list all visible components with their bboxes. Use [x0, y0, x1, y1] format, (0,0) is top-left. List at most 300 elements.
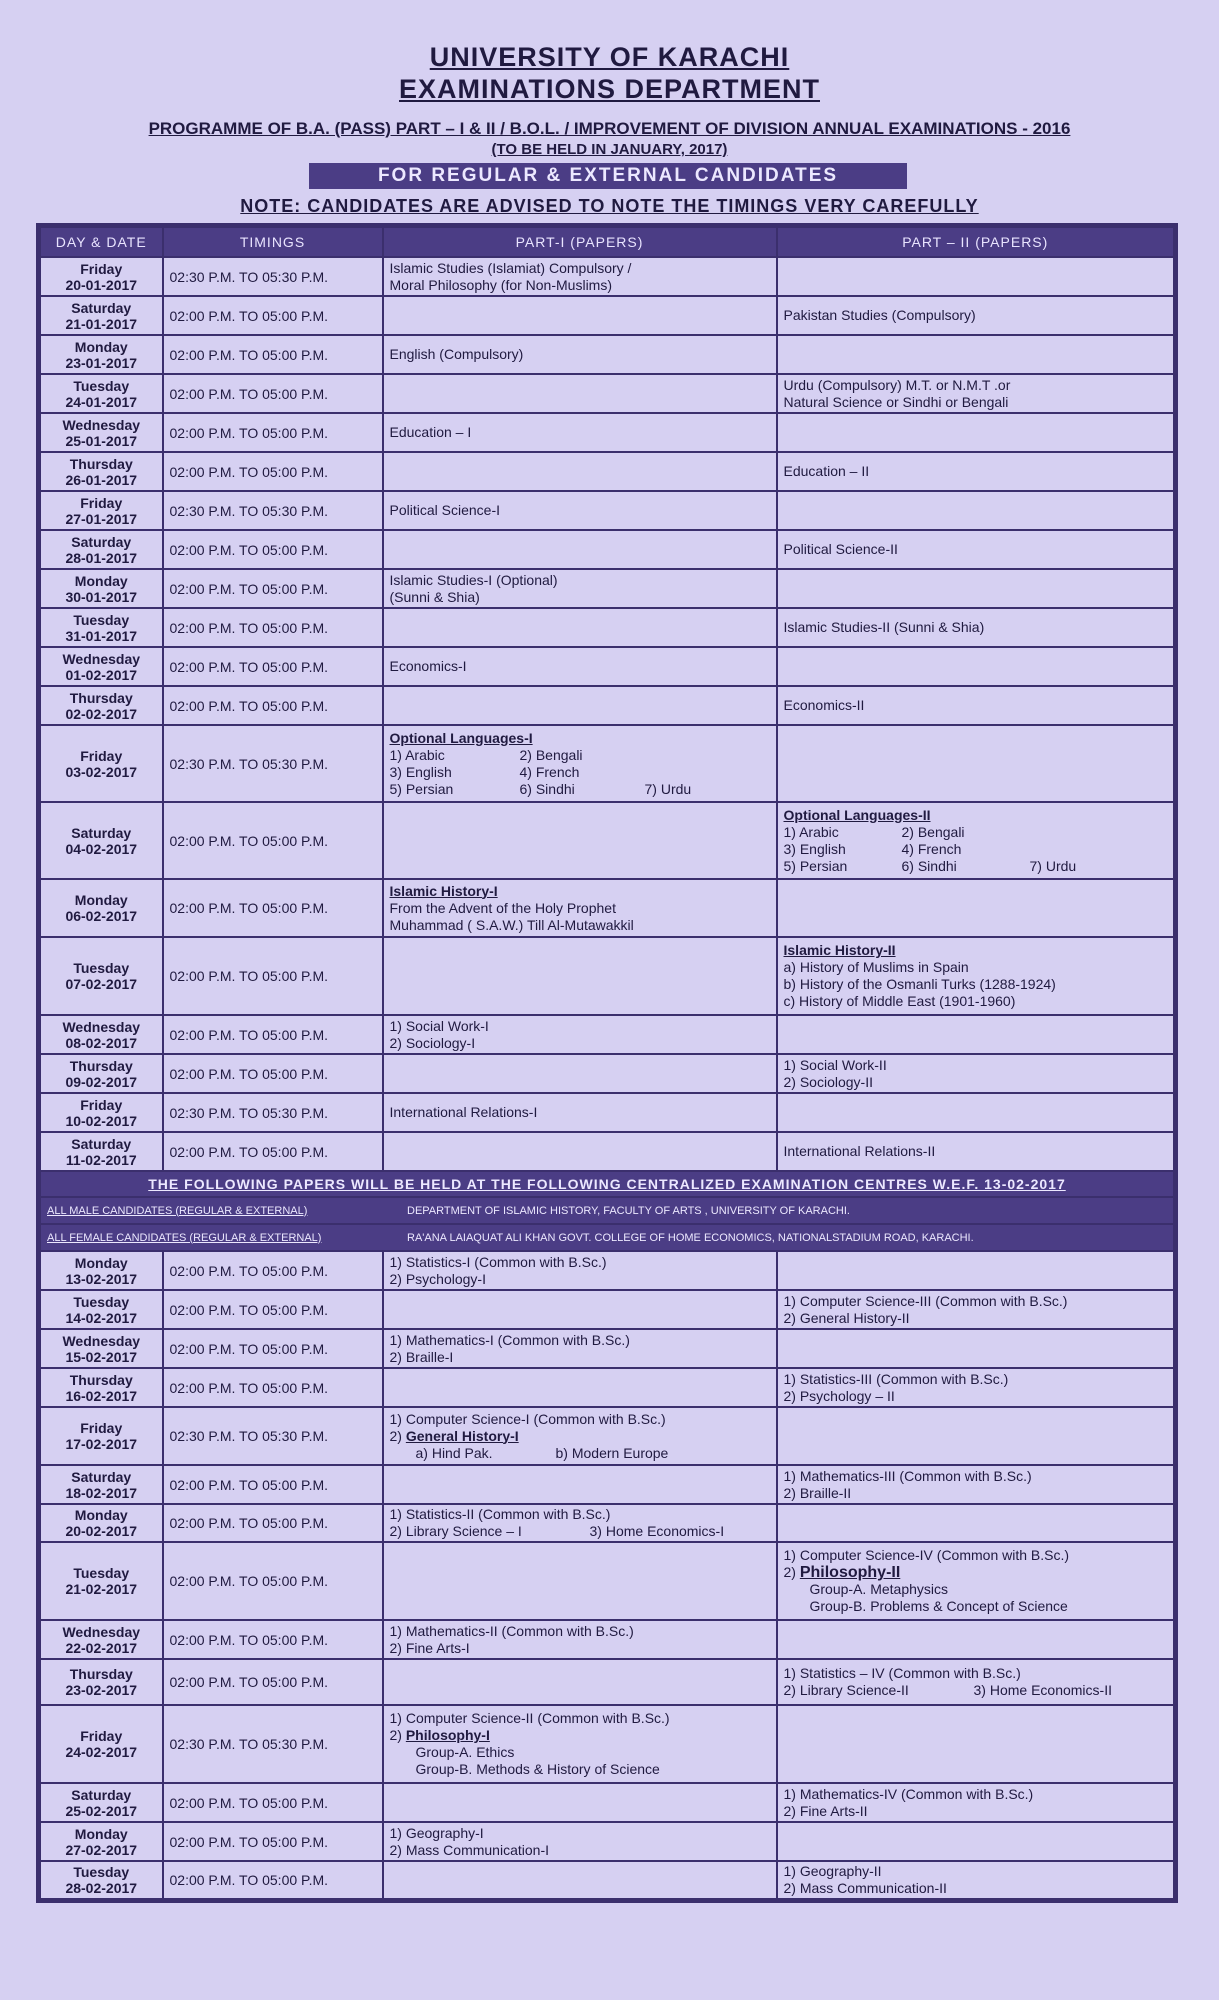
- day-name: Thursday: [69, 1057, 133, 1074]
- paper-line: 2) General History-II: [783, 1309, 910, 1326]
- day-date-cell: [39, 1465, 163, 1504]
- day-date-cell: [39, 452, 163, 491]
- table-row: [39, 1705, 1176, 1783]
- paper-line: 2) Psychology – II: [783, 1387, 895, 1404]
- timing-cell: 02:30 P.M. TO 05:30 P.M.: [163, 725, 383, 802]
- part1-cell: [383, 1290, 777, 1329]
- table-row: [39, 257, 1176, 296]
- paper-line: 1) Statistics-II (Common with B.Sc.): [389, 1506, 611, 1522]
- paper-line: 1) Mathematics-IV (Common with B.Sc.): [783, 1785, 1034, 1802]
- exam-date: 14-02-2017: [65, 1309, 138, 1326]
- part2-cell: [777, 257, 1176, 296]
- philosophy-2-title: Philosophy-II: [799, 1564, 901, 1581]
- paper-line: 2) Sociology-II: [783, 1073, 873, 1090]
- part2-cell: [777, 1054, 1176, 1093]
- part1-cell: [383, 413, 777, 452]
- day-name: Thursday: [69, 1666, 133, 1682]
- exam-date: 24-02-2017: [65, 1744, 138, 1760]
- part1-cell: [383, 374, 777, 413]
- day-date-cell: [39, 1054, 163, 1093]
- day-date-cell: [39, 1132, 163, 1171]
- timing-cell: 02:00 P.M. TO 05:00 P.M.: [163, 530, 383, 569]
- part1-cell: [383, 1015, 777, 1054]
- day-date-cell: [39, 1015, 163, 1054]
- day-date-cell: [39, 1251, 163, 1290]
- part1-cell: [383, 491, 777, 530]
- paper-line: 2) Sociology-I: [389, 1034, 476, 1051]
- exam-date: 09-02-2017: [65, 1073, 138, 1090]
- paper-line: International Relations-II: [783, 1143, 936, 1159]
- part1-cell: [383, 1504, 777, 1542]
- schedule-body-c: [39, 1251, 1176, 1407]
- paper-line: From the Advent of the Holy Prophet: [389, 899, 616, 916]
- exam-date: 25-01-2017: [65, 432, 138, 449]
- paper-line: [390, 1727, 770, 1744]
- table-row: [39, 1407, 1176, 1465]
- paper-line: 1) Computer Science-I (Common with B.Sc.): [389, 1410, 666, 1427]
- paper-line: 1) Mathematics-II (Common with B.Sc.): [389, 1622, 634, 1639]
- day-date-cell: [39, 569, 163, 608]
- day-name: Wednesday: [62, 416, 141, 433]
- schedule-body-languages: [39, 725, 1176, 1015]
- list-item: 5) Persian: [783, 857, 848, 874]
- table-row: [39, 491, 1176, 530]
- day-name: Saturday: [71, 1135, 132, 1152]
- part2-cell: [777, 413, 1176, 452]
- exam-date: 13-02-2017: [65, 1270, 138, 1287]
- exam-date: 24-01-2017: [65, 393, 138, 410]
- timing-cell: 02:00 P.M. TO 05:00 P.M.: [163, 879, 383, 937]
- female-centre-row: [39, 1224, 1176, 1251]
- part2-cell: [777, 1822, 1176, 1861]
- timing-cell: 02:00 P.M. TO 05:00 P.M.: [163, 335, 383, 374]
- day-date-cell: [39, 1504, 163, 1542]
- day-name: Monday: [74, 572, 128, 589]
- timing-cell: 02:00 P.M. TO 05:00 P.M.: [163, 1015, 383, 1054]
- table-row: [39, 530, 1176, 569]
- paper-line: 1) Computer Science-II (Common with B.Sc.): [389, 1710, 670, 1726]
- part1-cell: [383, 1329, 777, 1368]
- male-centre-address: DEPARTMENT OF ISLAMIC HISTORY, FACULTY OF ARTS , UNIVERSITY OF KARACHI.: [407, 1204, 850, 1217]
- part2-cell: [777, 1620, 1176, 1659]
- paper-line: [784, 1564, 1168, 1581]
- part1-cell: [383, 296, 777, 335]
- paper-line: b) History of the Osmanli Turks (1288-1924): [783, 976, 1056, 992]
- table-row: [39, 1822, 1176, 1861]
- language-list: [784, 824, 1168, 841]
- islamic-history-1-title: Islamic History-I: [389, 882, 498, 899]
- part2-cell: [777, 1783, 1176, 1822]
- male-centre-row: [39, 1197, 1176, 1224]
- language-list: [390, 781, 770, 798]
- paper-line: Education – I: [389, 424, 472, 440]
- paper-line: 1) Social Work-I: [389, 1017, 489, 1034]
- list-item: 6) Sindhi: [901, 857, 957, 874]
- paper-line: English (Compulsory): [389, 346, 524, 362]
- paper-line: 1) Computer Science-III (Common with B.Sc.): [783, 1292, 1068, 1309]
- day-name: Tuesday: [73, 1565, 130, 1581]
- part2-cell: [777, 647, 1176, 686]
- day-name: Wednesday: [62, 650, 141, 667]
- paper-line: Economics-II: [783, 697, 865, 713]
- table-row: [39, 413, 1176, 452]
- exam-date: 21-01-2017: [65, 315, 138, 332]
- candidates-band: FOR REGULAR & EXTERNAL CANDIDATES: [309, 163, 907, 189]
- paper-line: 2) Psychology-I: [389, 1270, 486, 1287]
- timing-cell: 02:00 P.M. TO 05:00 P.M.: [163, 1659, 383, 1705]
- day-date-cell: [39, 1861, 163, 1901]
- exam-date: 23-02-2017: [65, 1682, 138, 1698]
- timing-cell: 02:00 P.M. TO 05:00 P.M.: [163, 608, 383, 647]
- day-name: Monday: [74, 1825, 128, 1842]
- schedule-body-lib: [39, 1504, 1176, 1620]
- schedule-body-lib2: [39, 1659, 1176, 1783]
- exam-date: 06-02-2017: [65, 908, 138, 924]
- paper-line: 2) Braille-I: [389, 1348, 454, 1365]
- part1-cell: [383, 452, 777, 491]
- paper-line: Political Science-I: [389, 502, 500, 518]
- timing-cell: 02:00 P.M. TO 05:00 P.M.: [163, 1783, 383, 1822]
- table-row: [39, 1093, 1176, 1132]
- exam-date: 07-02-2017: [65, 976, 138, 992]
- part1-cell: [383, 1822, 777, 1861]
- table-row: [39, 1542, 1176, 1620]
- department-title: EXAMINATIONS DEPARTMENT: [399, 74, 820, 104]
- paper-line: (Sunni & Shia): [389, 588, 480, 605]
- schedule-body-gh: [39, 1407, 1176, 1465]
- table-row: [39, 1132, 1176, 1171]
- table-row: [39, 937, 1176, 1015]
- table-row: [39, 1251, 1176, 1290]
- day-date-cell: [39, 937, 163, 1015]
- part1-cell: [383, 335, 777, 374]
- part1-cell: [383, 937, 777, 1015]
- paper-line: Islamic Studies-I (Optional): [389, 571, 558, 588]
- paper-line: 1) Statistics-I (Common with B.Sc.): [389, 1253, 607, 1270]
- day-name: Wednesday: [62, 1623, 141, 1640]
- exam-date: 20-02-2017: [65, 1523, 138, 1539]
- list-item: 2) Library Science – I: [389, 1523, 522, 1539]
- day-date-cell: [39, 1093, 163, 1132]
- timing-cell: 02:00 P.M. TO 05:00 P.M.: [163, 1542, 383, 1620]
- table-row: [39, 686, 1176, 725]
- optional-languages-1-title: Optional Languages-I: [389, 729, 533, 746]
- timing-cell: 02:00 P.M. TO 05:00 P.M.: [163, 569, 383, 608]
- timing-cell: 02:30 P.M. TO 05:30 P.M.: [163, 1705, 383, 1783]
- part1-cell: [383, 257, 777, 296]
- paper-line: 2) Fine Arts-I: [389, 1639, 470, 1656]
- female-centre-address: RA'ANA LAIAQUAT ALI KHAN GOVT. COLLEGE OF HOME ECONOMICS, NATIONALSTADIUM ROAD, KARACHI.: [407, 1231, 974, 1244]
- table-row: [39, 1329, 1176, 1368]
- part2-cell: [777, 491, 1176, 530]
- paper-line: Islamic Studies (Islamiat) Compulsory /: [389, 259, 632, 276]
- part2-cell: [777, 335, 1176, 374]
- paper-line: Group-B. Problems & Concept of Science: [809, 1598, 1068, 1614]
- table-row: [39, 802, 1176, 879]
- day-date-cell: [39, 1368, 163, 1407]
- timing-cell: 02:00 P.M. TO 05:00 P.M.: [163, 1329, 383, 1368]
- part2-cell: [777, 452, 1176, 491]
- centres-banner: THE FOLLOWING PAPERS WILL BE HELD AT THE FOLLOWING CENTRALIZED EXAMINATION CENTRES W.E.F. 13-02-2017: [39, 1171, 1176, 1197]
- schedule-body-d: [39, 1465, 1176, 1504]
- held-in-note: (TO BE HELD IN JANUARY, 2017): [491, 141, 728, 158]
- day-name: Tuesday: [73, 611, 130, 628]
- day-date-cell: [39, 491, 163, 530]
- paper-line: 1) Mathematics-III (Common with B.Sc.): [783, 1467, 1032, 1484]
- exam-date: 27-01-2017: [65, 510, 138, 527]
- paper-line: 1) Statistics-III (Common with B.Sc.): [783, 1370, 1009, 1387]
- day-name: Tuesday: [73, 1864, 130, 1880]
- paper-line: Education – II: [783, 463, 870, 479]
- day-date-cell: [39, 802, 163, 879]
- exam-date: 21-02-2017: [65, 1581, 138, 1597]
- day-name: Saturday: [71, 533, 132, 550]
- timing-cell: 02:00 P.M. TO 05:00 P.M.: [163, 937, 383, 1015]
- table-row: [39, 569, 1176, 608]
- paper-line: Group-A. Metaphysics: [809, 1581, 948, 1597]
- part1-cell: [383, 1132, 777, 1171]
- list-item: 2) Bengali: [901, 823, 965, 840]
- part2-cell: [777, 1015, 1176, 1054]
- part2-cell: [777, 1093, 1176, 1132]
- part2-cell: [777, 937, 1176, 1015]
- paper-line: International Relations-I: [389, 1104, 538, 1120]
- day-date-cell: [39, 1620, 163, 1659]
- day-name: Tuesday: [73, 377, 130, 394]
- part2-cell: [777, 1368, 1176, 1407]
- timing-cell: 02:00 P.M. TO 05:00 P.M.: [163, 686, 383, 725]
- exam-date: 18-02-2017: [65, 1484, 138, 1501]
- day-name: Monday: [74, 892, 128, 908]
- schedule-body-a: [39, 257, 1176, 725]
- timing-cell: 02:30 P.M. TO 05:30 P.M.: [163, 491, 383, 530]
- exam-date: 23-01-2017: [65, 354, 138, 371]
- part2-cell: [777, 1329, 1176, 1368]
- day-name: Thursday: [69, 1371, 133, 1388]
- timing-cell: 02:00 P.M. TO 05:00 P.M.: [163, 1054, 383, 1093]
- col-timings: TIMINGS: [163, 226, 383, 258]
- paper-line: 2) Mass Communication-II: [783, 1880, 947, 1896]
- timing-cell: 02:00 P.M. TO 05:00 P.M.: [163, 1822, 383, 1861]
- list-item: 3) Home Economics-I: [589, 1523, 725, 1539]
- day-date-cell: [39, 1659, 163, 1705]
- list-item: 3) English: [389, 763, 452, 780]
- paper-line: 1) Mathematics-I (Common with B.Sc.): [389, 1331, 630, 1348]
- day-date-cell: [39, 725, 163, 802]
- paper-line: Muhammad ( S.A.W.) Till Al-Mutawakkil: [389, 916, 634, 933]
- day-name: Friday: [80, 747, 123, 764]
- paper-line: 1) Computer Science-IV (Common with B.Sc.): [783, 1547, 1070, 1563]
- programme-title: PROGRAMME OF B.A. (PASS) PART – I & II / B.O.L. / IMPROVEMENT OF DIVISION ANNUAL EXAMINATIONS - 2016: [148, 119, 1071, 138]
- part2-cell: [777, 608, 1176, 647]
- exam-date: 16-02-2017: [65, 1387, 138, 1404]
- part2-cell: [777, 686, 1176, 725]
- part2-cell: [777, 1542, 1176, 1620]
- day-name: Friday: [80, 494, 123, 511]
- paper-line: Pakistan Studies (Compulsory): [783, 307, 976, 323]
- day-name: Saturday: [71, 299, 132, 316]
- timing-cell: 02:00 P.M. TO 05:00 P.M.: [163, 296, 383, 335]
- timing-cell: 02:00 P.M. TO 05:00 P.M.: [163, 1368, 383, 1407]
- exam-date: 28-02-2017: [65, 1880, 138, 1896]
- part2-cell: [777, 1659, 1176, 1705]
- exam-date: 26-01-2017: [65, 471, 138, 488]
- day-name: Monday: [74, 1507, 128, 1523]
- paper-line: [784, 1682, 1168, 1699]
- day-date-cell: [39, 374, 163, 413]
- timing-cell: 02:00 P.M. TO 05:00 P.M.: [163, 1465, 383, 1504]
- paper-line: 1) Geography-II: [783, 1863, 882, 1879]
- list-item: a) Hind Pak.: [415, 1444, 493, 1461]
- part1-cell: [383, 1783, 777, 1822]
- table-row: [39, 1659, 1176, 1705]
- paper-line: Economics-I: [389, 658, 467, 674]
- paper-line: a) History of Muslims in Spain: [783, 959, 969, 975]
- part2-cell: [777, 725, 1176, 802]
- part2-cell: [777, 296, 1176, 335]
- part2-cell: [777, 569, 1176, 608]
- exam-date: 10-02-2017: [65, 1112, 138, 1129]
- part1-cell: [383, 608, 777, 647]
- university-title: UNIVERSITY OF KARACHI: [429, 42, 790, 72]
- part1-cell: [383, 1368, 777, 1407]
- day-name: Wednesday: [62, 1018, 141, 1035]
- part1-cell: [383, 1705, 777, 1783]
- day-name: Monday: [74, 1254, 128, 1271]
- exam-date: 17-02-2017: [65, 1436, 138, 1452]
- timing-cell: 02:00 P.M. TO 05:00 P.M.: [163, 374, 383, 413]
- day-date-cell: [39, 1822, 163, 1861]
- part2-cell: [777, 1132, 1176, 1171]
- list-item: 2) Library Science-II: [783, 1682, 909, 1698]
- schedule-body-b: [39, 1015, 1176, 1171]
- female-candidates-label: ALL FEMALE CANDIDATES (REGULAR & EXTERNAL): [47, 1231, 322, 1244]
- day-date-cell: [39, 257, 163, 296]
- part2-cell: [777, 530, 1176, 569]
- part2-cell: [777, 1251, 1176, 1290]
- language-list: [390, 764, 770, 781]
- timing-cell: 02:00 P.M. TO 05:00 P.M.: [163, 1251, 383, 1290]
- exam-date: 25-02-2017: [65, 1802, 138, 1819]
- day-date-cell: [39, 296, 163, 335]
- table-row: [39, 1368, 1176, 1407]
- day-date-cell: [39, 686, 163, 725]
- exam-schedule-table: [36, 223, 1178, 1903]
- day-date-cell: [39, 608, 163, 647]
- exam-date: 30-01-2017: [65, 588, 138, 605]
- part1-cell: [383, 647, 777, 686]
- timing-cell: 02:00 P.M. TO 05:00 P.M.: [163, 1132, 383, 1171]
- table-row: [39, 879, 1176, 937]
- timing-cell: 02:00 P.M. TO 05:00 P.M.: [163, 802, 383, 879]
- language-list: [784, 858, 1168, 875]
- item-number: 2): [389, 1427, 406, 1444]
- list-item: 2) Bengali: [519, 746, 583, 763]
- paper-line: c) History of Middle East (1901-1960): [783, 993, 1016, 1009]
- islamic-history-2-title: Islamic History-II: [783, 942, 896, 958]
- table-row: [39, 296, 1176, 335]
- centres-body: [39, 1171, 1176, 1251]
- table-row: [39, 1290, 1176, 1329]
- paper-line: Group-B. Methods & History of Science: [415, 1761, 660, 1777]
- part1-cell: [383, 1093, 777, 1132]
- table-row: [39, 335, 1176, 374]
- day-name: Monday: [74, 338, 128, 355]
- paper-line: 1) Social Work-II: [783, 1056, 887, 1073]
- table-row: [39, 1015, 1176, 1054]
- exam-date: 04-02-2017: [65, 840, 138, 857]
- col-part2: PART – II (PAPERS): [777, 226, 1176, 258]
- philosophy-1-title: Philosophy-I: [405, 1727, 490, 1743]
- paper-line: Islamic Studies-II (Sunni & Shia): [783, 619, 985, 635]
- male-candidates-label: ALL MALE CANDIDATES (REGULAR & EXTERNAL): [47, 1204, 308, 1217]
- part2-cell: [777, 1465, 1176, 1504]
- list-item: 1) Arabic: [389, 746, 445, 763]
- part1-cell: [383, 1251, 777, 1290]
- list-item: 1) Arabic: [783, 823, 839, 840]
- part1-cell: [383, 1054, 777, 1093]
- list-item: 4) French: [519, 763, 580, 780]
- part2-cell: [777, 1861, 1176, 1901]
- part1-cell: [383, 725, 777, 802]
- exam-date: 02-02-2017: [65, 705, 138, 722]
- list-item: 3) English: [783, 840, 846, 857]
- centres-banner-row: [39, 1171, 1176, 1197]
- table-row: [39, 1783, 1176, 1822]
- part1-cell: [383, 530, 777, 569]
- list-item: 7) Urdu: [644, 780, 692, 797]
- timing-cell: 02:00 P.M. TO 05:00 P.M.: [163, 1620, 383, 1659]
- exam-date: 08-02-2017: [65, 1034, 138, 1051]
- table-row: [39, 647, 1176, 686]
- general-history-1-title: General History-I: [405, 1427, 519, 1444]
- exam-date: 28-01-2017: [65, 549, 138, 566]
- day-name: Friday: [80, 1728, 123, 1744]
- part1-cell: [383, 1542, 777, 1620]
- timing-cell: 02:00 P.M. TO 05:00 P.M.: [163, 647, 383, 686]
- list-item: 7) Urdu: [1029, 857, 1077, 874]
- language-list: [390, 747, 770, 764]
- timing-cell: 02:00 P.M. TO 05:00 P.M.: [163, 1861, 383, 1901]
- paper-line: Political Science-II: [783, 541, 898, 557]
- part1-cell: [383, 1465, 777, 1504]
- part1-cell: [383, 879, 777, 937]
- table-row: [39, 1620, 1176, 1659]
- timing-cell: 02:30 P.M. TO 05:30 P.M.: [163, 1407, 383, 1465]
- day-name: Wednesday: [62, 1332, 141, 1349]
- table-row: [39, 374, 1176, 413]
- table-row: [39, 1861, 1176, 1901]
- table-header-row: [39, 226, 1176, 258]
- timing-cell: 02:30 P.M. TO 05:30 P.M.: [163, 1093, 383, 1132]
- part2-cell: [777, 802, 1176, 879]
- day-date-cell: [39, 1407, 163, 1465]
- day-date-cell: [39, 1542, 163, 1620]
- table-row: [39, 452, 1176, 491]
- paper-line: Moral Philosophy (for Non-Muslims): [389, 276, 613, 293]
- language-list: [784, 841, 1168, 858]
- list-item: 6) Sindhi: [519, 780, 575, 797]
- paper-line: [390, 1523, 770, 1540]
- day-name: Saturday: [71, 824, 132, 841]
- list-item: 3) Home Economics-II: [973, 1682, 1112, 1698]
- exam-date: 31-01-2017: [65, 627, 138, 644]
- paper-line: 1) Statistics – IV (Common with B.Sc.): [783, 1665, 1021, 1681]
- day-name: Tuesday: [73, 960, 130, 976]
- part2-cell: [777, 1705, 1176, 1783]
- schedule-body-e: [39, 1620, 1176, 1659]
- day-date-cell: [39, 1705, 163, 1783]
